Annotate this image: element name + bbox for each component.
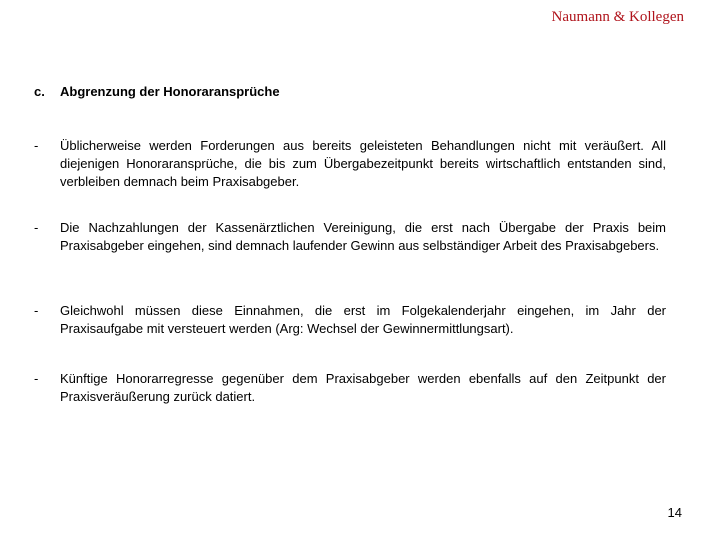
bullet-text: Üblicherweise werden Forderungen aus bereits geleisteten Behandlungen nicht mit veräußert. All diejenigen Honoraransprüche, die bis zum Übergabezeitpunkt bereits wirtschaftlich entstanden sind, verbleiben demnach beim Praxisabgeber.	[60, 138, 666, 189]
brand-name: Naumann & Kollegen	[551, 9, 684, 25]
bullet-dash: -	[34, 220, 39, 235]
bullet-dash: -	[34, 303, 39, 318]
page-number: 14	[667, 505, 682, 520]
bullet-item	[34, 137, 666, 191]
section-title: Abgrenzung der Honoraransprüche	[60, 84, 280, 99]
bullet-dash: -	[34, 138, 39, 153]
section-marker: c.	[34, 84, 45, 99]
bullet-text: Gleichwohl müssen diese Einnahmen, die erst im Folgekalenderjahr eingehen, im Jahr der Praxisaufgabe mit versteuert werden (Arg: Wechsel der Gewinnermittlungsart).	[60, 303, 666, 336]
bullet-text: Die Nachzahlungen der Kassenärztlichen Vereinigung, die erst nach Übergabe der Praxis beim Praxisabgeber eingehen, sind demnach laufender Gewinn aus selbständiger Arbeit des Praxisabgebers.	[60, 220, 666, 253]
bullet-item	[34, 370, 666, 406]
bullet-item	[34, 219, 666, 255]
bullet-dash: -	[34, 371, 39, 386]
bullet-item	[34, 302, 666, 338]
bullet-text: Künftige Honorarregresse gegenüber dem Praxisabgeber werden ebenfalls auf den Zeitpunkt der Praxisveräußerung zurück datiert.	[60, 371, 666, 404]
